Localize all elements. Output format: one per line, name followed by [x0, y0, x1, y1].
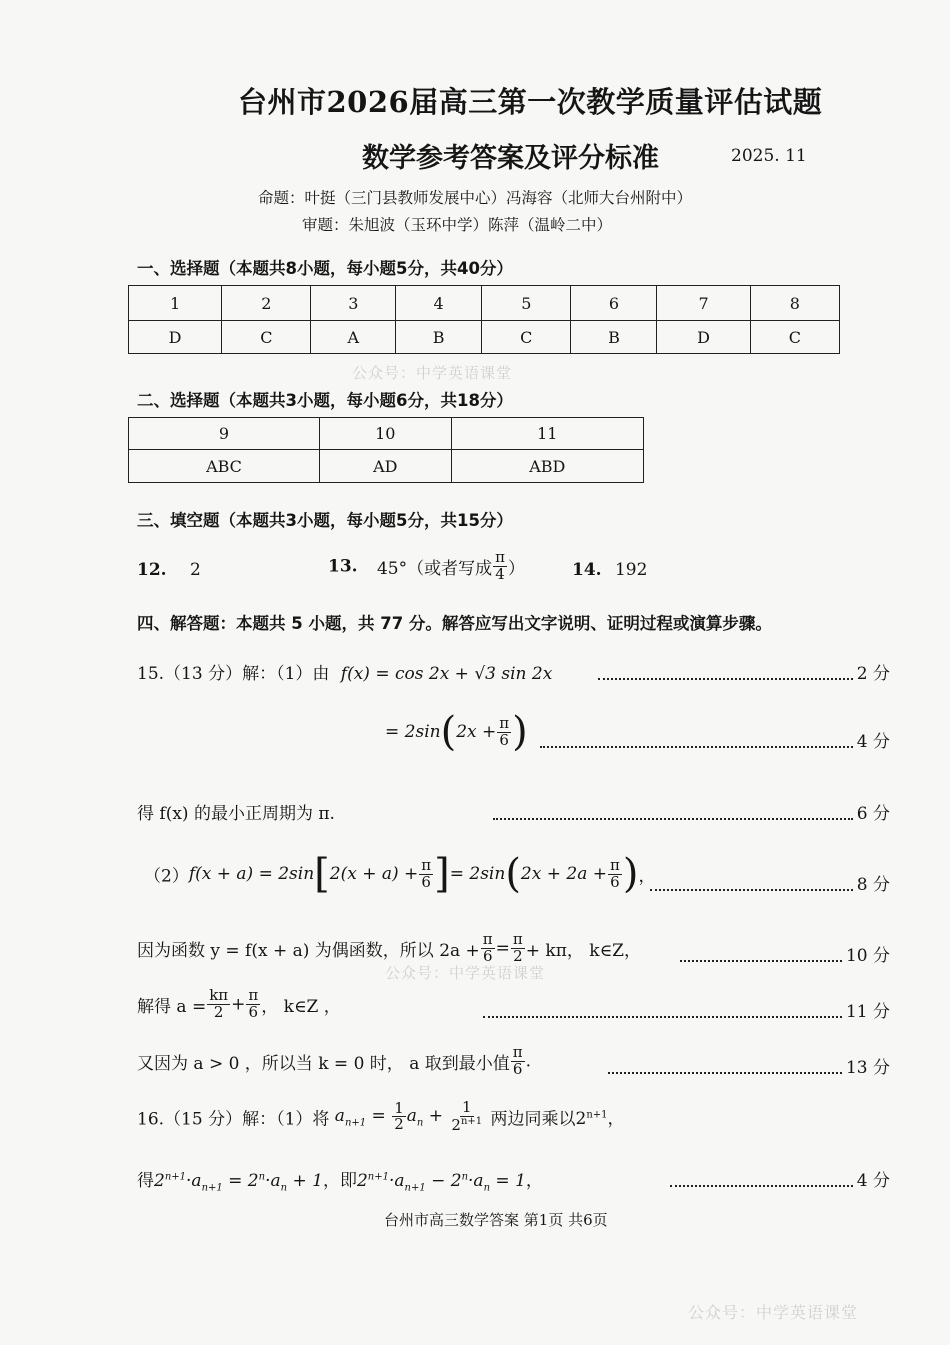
table-cell: C	[750, 321, 839, 354]
q13-answer: 45°（或者写成	[376, 558, 493, 579]
table-cell: A	[311, 321, 396, 354]
q15-formula: f(x) = cos 2x + √3 sin 2x	[340, 664, 553, 684]
table-cell: C	[222, 321, 311, 354]
table-cell: 7	[657, 286, 750, 321]
table-cell: ABC	[129, 450, 320, 483]
watermark: 公众号：中学英语课堂	[688, 1303, 859, 1322]
table-cell: AD	[319, 450, 451, 483]
section2-title: 二、选择题（本题共3小题，每小题6分，共18分）	[137, 391, 513, 410]
table-cell: 2	[222, 286, 311, 321]
q15-score-2: 2 分	[598, 659, 890, 684]
section3-title: 三、填空题（本题共3小题，每小题5分，共15分）	[137, 511, 513, 530]
q12-answer: 2	[189, 560, 201, 580]
q14-answer-line	[572, 560, 647, 580]
watermark: 公众号：中学英语课堂	[352, 364, 513, 382]
q15-line5: 因为函数 y = f(x + a) 为偶函数，所以 2a + $\frac{\pi}{6}$ = $\frac{\pi}{2}$ + kπ， k∈Z，	[137, 930, 641, 965]
table-cell: D	[657, 321, 750, 354]
table-cell: 5	[482, 286, 571, 321]
page-footer: 台州市高三数学答案 第1页 共6页	[384, 1211, 608, 1229]
watermark: 公众号：中学英语课堂	[385, 964, 546, 982]
table-cell: 3	[311, 286, 396, 321]
q15-line4: （2）f(x + a) = 2sin[2(x + a) + $\frac{\pi}{6}$ ]= 2sin(2x + 2a + $\frac{\pi}{6}$ )，	[144, 851, 656, 897]
q13-label: 13.	[328, 556, 358, 577]
q14-label: 14.	[572, 560, 602, 580]
table-cell: C	[482, 321, 571, 354]
q14-answer: 192	[614, 560, 648, 580]
q15-score-11: 11 分	[483, 997, 890, 1022]
table-cell: 10	[319, 418, 451, 450]
q15-line7: 又因为 a > 0 ，所以当 k = 0 时， a 取到最小值 $\frac{\pi}{6}$ .	[137, 1043, 531, 1078]
q13-fraction: $\frac{\pi}{4}$	[495, 548, 505, 583]
q15-score-8: 8 分	[650, 870, 890, 895]
section1-title: 一、选择题（本题共8小题，每小题5分，共40分）	[137, 259, 513, 278]
q15-score-13: 13 分	[608, 1053, 890, 1078]
section4-title: 四、解答题：本题共 5 小题，共 77 分。解答应写出文字说明、证明过程或演算步骤。	[137, 614, 772, 633]
q16-score-4: 4 分	[670, 1166, 890, 1191]
section2-answer-table	[128, 417, 644, 483]
q12-answer-line	[137, 560, 201, 580]
q16-line1: 16.（15 分）解：（1）将 $a_{n+1}$ = $\frac{1}{2}$ $a_n$ + $\frac{1}{2^{n+1}}$ 两边同乘以$2^{n+1}$，	[137, 1098, 625, 1134]
q15-line2: = 2sin(2x + $\frac{\pi}{6}$ )	[385, 709, 528, 755]
q15-score-4: 4 分	[540, 727, 890, 752]
table-cell: B	[396, 321, 482, 354]
section1-answer-table	[128, 285, 840, 354]
table-cell: D	[129, 321, 222, 354]
table-cell: 11	[451, 418, 643, 450]
page-subtitle: 数学参考答案及评分标准	[362, 143, 659, 174]
q12-label: 12.	[137, 560, 167, 580]
table-cell: 1	[129, 286, 222, 321]
table-cell: 6	[571, 286, 657, 321]
date: 2025. 11	[731, 146, 807, 166]
q15-line6: 解得 a = $\frac{k\pi}{2}$ + $\frac{\pi}{6}$ ， k∈Z ，	[137, 986, 341, 1021]
q15-line3: 得 f(x) 的最小正周期为 π.	[137, 804, 335, 824]
table-cell: B	[571, 321, 657, 354]
table-cell: 4	[396, 286, 482, 321]
table-cell: ABD	[451, 450, 643, 483]
q13-answer-line: 13. 45°（或者写成 $\frac{\pi}{4}$ ）	[328, 548, 525, 583]
table-cell: 8	[750, 286, 839, 321]
page-title: 台州市2026届高三第一次教学质量评估试题	[238, 85, 823, 119]
q16-line2: 得$2^{n+1}\cdot a_{n+1} = 2^n\cdot a_n + 1$，即$2^{n+1}\cdot a_{n+1} - 2^n\cdot a_n = 1$，	[137, 1171, 543, 1194]
q15-line1: 15.（13 分）解：（1）由 f(x) = cos 2x + √3 sin 2x	[137, 664, 553, 684]
q15-score-10: 10 分	[680, 941, 890, 966]
q15-score-6: 6 分	[493, 799, 890, 824]
authors-line: 命题：叶挺（三门县教师发展中心）冯海容（北师大台州附中）	[258, 189, 693, 207]
reviewers-line: 审题：朱旭波（玉环中学）陈萍（温岭二中）	[302, 216, 613, 234]
table-cell: 9	[129, 418, 320, 450]
